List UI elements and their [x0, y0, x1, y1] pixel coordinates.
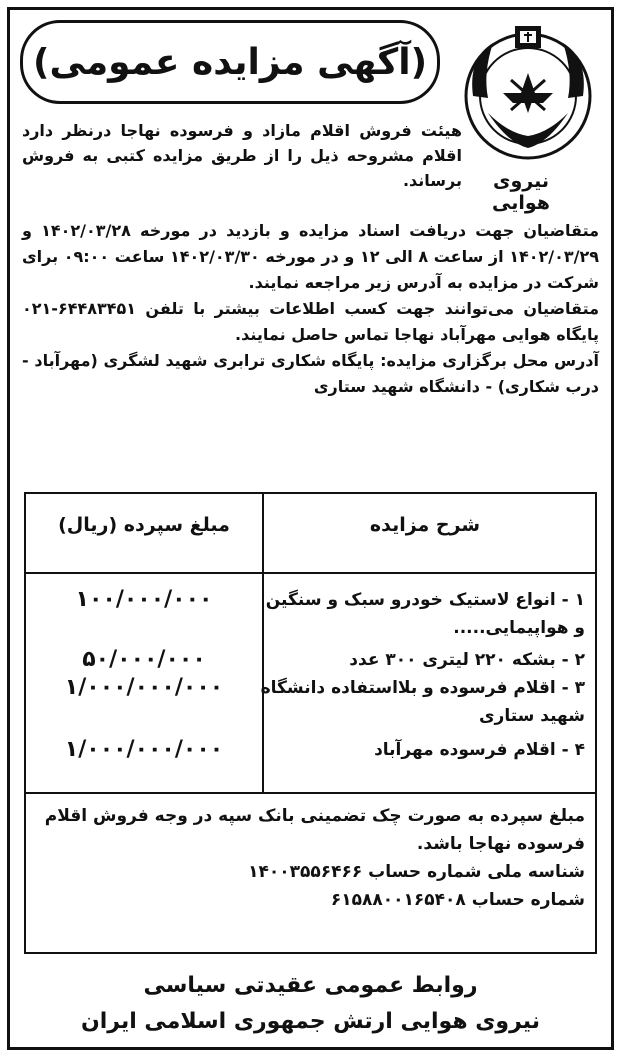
- table-header-description: شرح مزایده: [369, 514, 481, 536]
- org-name: نیروی هوایی: [492, 170, 550, 214]
- auction-notice: [7, 7, 614, 1050]
- air-force-emblem-icon: [453, 18, 603, 168]
- national-id: شناسه ملی شماره حساب ۱۴۰۰۳۵۵۶۴۶۶: [248, 862, 585, 882]
- table-row-desc: ۳ - اقلام فرسوده و بلااستفاده دانشگاه شهید ستاری: [260, 678, 585, 726]
- deposit-note: مبلغ سپرده به صورت چک تضمینی بانک سپه در وجه فروش اقلام فرسوده نهاجا باشد.: [44, 806, 585, 854]
- table-row-amount: ۱۰۰/۰۰۰/۰۰۰: [75, 587, 213, 612]
- account-number: شماره حساب ۶۱۵۸۸۰۰۱۶۵۴۰۸: [330, 890, 585, 910]
- paragraph-address: آدرس محل برگزاری مزایده: پایگاه شکاری ترابری شهید لشگری (مهرآباد - درب شکاری) - دانشگاه شهید ستاری: [22, 351, 599, 396]
- table-header-amount: مبلغ سپرده (ریال): [58, 514, 230, 536]
- table-row-amount: ۱/۰۰۰/۰۰۰/۰۰۰: [64, 737, 224, 762]
- paragraph-contact: متقاضیان می‌توانند جهت کسب اطلاعات بیشتر با تلفن ۶۴۴۸۳۴۵۱-۰۲۱ پایگاه هوایی مهرآباد نهاجا تماس حاصل نمایند.: [22, 299, 599, 344]
- table-row-amount: ۵۰/۰۰۰/۰۰۰: [82, 647, 206, 672]
- paragraph-visit: متقاضیان جهت دریافت اسناد مزایده و بازدید در مورخه ۱۴۰۲/۰۳/۲۸ و ۱۴۰۲/۰۳/۲۹ از ساعت ۸ الی ۱۲ و در مورخه ۱۴۰۲/۰۳/۳۰ ساعت ۰۹:۰۰ برای شرکت در مزایده به آدرس زیر مراجعه نمایند.: [22, 221, 600, 292]
- intro-text: هیئت فروش اقلام مازاد و فرسوده نهاجا درنظر دارد اقلام مشروحه ذیل را از طریق مزایده کتبی به فروش برساند.: [22, 121, 462, 190]
- header: [10, 10, 611, 214]
- deposit-box: [24, 794, 597, 954]
- header-divider: [26, 572, 595, 574]
- signature-line-1: روابط عمومی عقیدتی سیاسی: [143, 973, 478, 998]
- body-text: [22, 218, 599, 400]
- auction-table: [24, 492, 597, 794]
- table-row-desc: ۲ - بشکه ۲۲۰ لیتری ۳۰۰ عدد: [349, 650, 585, 670]
- signature-line-2: نیروی هوایی ارتش جمهوری اسلامی ایران: [80, 1009, 541, 1034]
- table-row-desc: ۴ - اقلام فرسوده مهرآباد: [374, 740, 585, 760]
- page-title: (آگهی مزایده عمومی): [20, 20, 440, 104]
- signature: [10, 968, 611, 1040]
- table-row-desc: ۱ - انواع لاستیک خودرو سبک و سنگین و هواپیمایی.....: [265, 590, 585, 638]
- table-row-amount: ۱/۰۰۰/۰۰۰/۰۰۰: [64, 675, 224, 700]
